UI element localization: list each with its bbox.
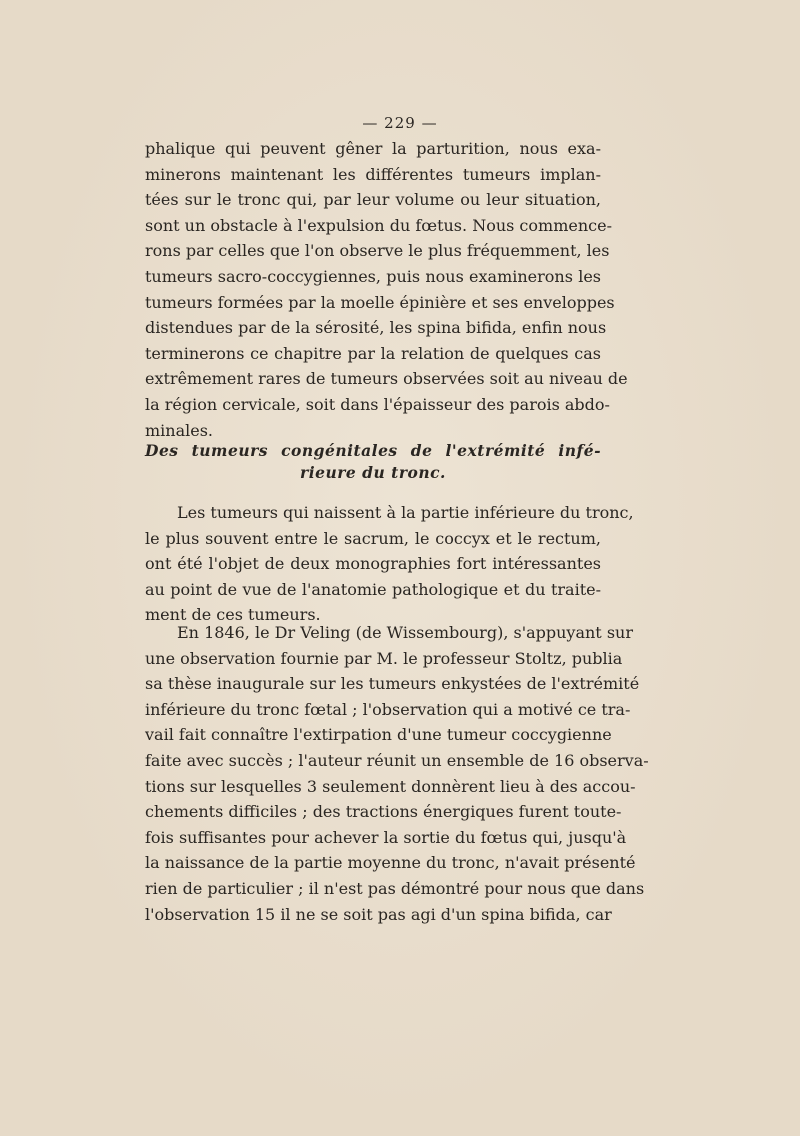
text-line: le plus souvent entre le sacrum, le coccyx et le rectum,	[145, 528, 601, 548]
text-line: En 1846, le Dr Veling (de Wissembourg), s'appuyant sur	[177, 623, 633, 642]
text-line: tées sur le tronc qui, par leur volume ou leur situation,	[145, 190, 601, 210]
paragraph-intro	[145, 136, 628, 443]
text-line: au point de vue de l'anatomie pathologique et du traite-	[145, 579, 601, 599]
text-line: extrêmement rares de tumeurs observées soit au niveau de	[145, 369, 628, 389]
text-line: ont été l'objet de deux monographies fort intéressantes	[145, 554, 601, 574]
text-line: sa thèse inaugurale sur les tumeurs enkystées de l'extrémité	[145, 674, 640, 694]
text-line: l'observation 15 il ne se soit pas agi d'un spina bifida, car	[145, 904, 612, 924]
page-number: — 229 —	[362, 114, 438, 132]
text-line: rien de particulier ; il n'est pas démontré pour nous que dans	[145, 878, 645, 898]
section-heading	[145, 440, 601, 484]
text-line: fois suffisantes pour achever la sortie du fœtus qui, jusqu'à	[145, 827, 627, 847]
heading-line: Des tumeurs congénitales de l'extrémité infé-	[145, 441, 601, 460]
text-line: distendues par de la sérosité, les spina bifida, enfin nous	[145, 318, 607, 338]
text-line: vail fait connaître l'extirpation d'une tumeur coccygienne	[145, 725, 612, 745]
text-line: minales.	[145, 420, 214, 440]
paragraph-tumors-intro	[145, 500, 634, 628]
text-line: Les tumeurs qui naissent à la partie inférieure du tronc,	[177, 503, 634, 522]
text-line: tumeurs sacro-coccygiennes, puis nous examinerons les	[145, 266, 601, 286]
text-line: inférieure du tronc fœtal ; l'observation qui a motivé ce tra-	[145, 699, 631, 719]
heading-line: rieure du tronc.	[300, 463, 446, 482]
text-line: minerons maintenant les différentes tumeurs implan-	[145, 164, 601, 184]
text-line: rons par celles que l'on observe le plus fréquemment, les	[145, 241, 610, 261]
paragraph-veling	[145, 620, 649, 927]
text-line: la région cervicale, soit dans l'épaisseur des parois abdo-	[145, 394, 610, 414]
text-line: la naissance de la partie moyenne du tronc, n'avait présenté	[145, 853, 636, 873]
text-line: ment de ces tumeurs.	[145, 605, 321, 625]
text-line: faite avec succès ; l'auteur réunit un ensemble de 16 observa-	[145, 750, 649, 770]
text-line: terminerons ce chapitre par la relation de quelques cas	[145, 343, 601, 363]
text-line: sont un obstacle à l'expulsion du fœtus. Nous commence-	[145, 215, 612, 235]
text-line: une observation fournie par M. le professeur Stoltz, publia	[145, 648, 623, 668]
text-line: tumeurs formées par la moelle épinière et ses enveloppes	[145, 292, 615, 312]
text-line: tions sur lesquelles 3 seulement donnèrent lieu à des accou-	[145, 776, 636, 796]
text-line: phalique qui peuvent gêner la parturition, nous exa-	[145, 139, 601, 158]
text-line: chements difficiles ; des tractions énergiques furent toute-	[145, 802, 622, 822]
